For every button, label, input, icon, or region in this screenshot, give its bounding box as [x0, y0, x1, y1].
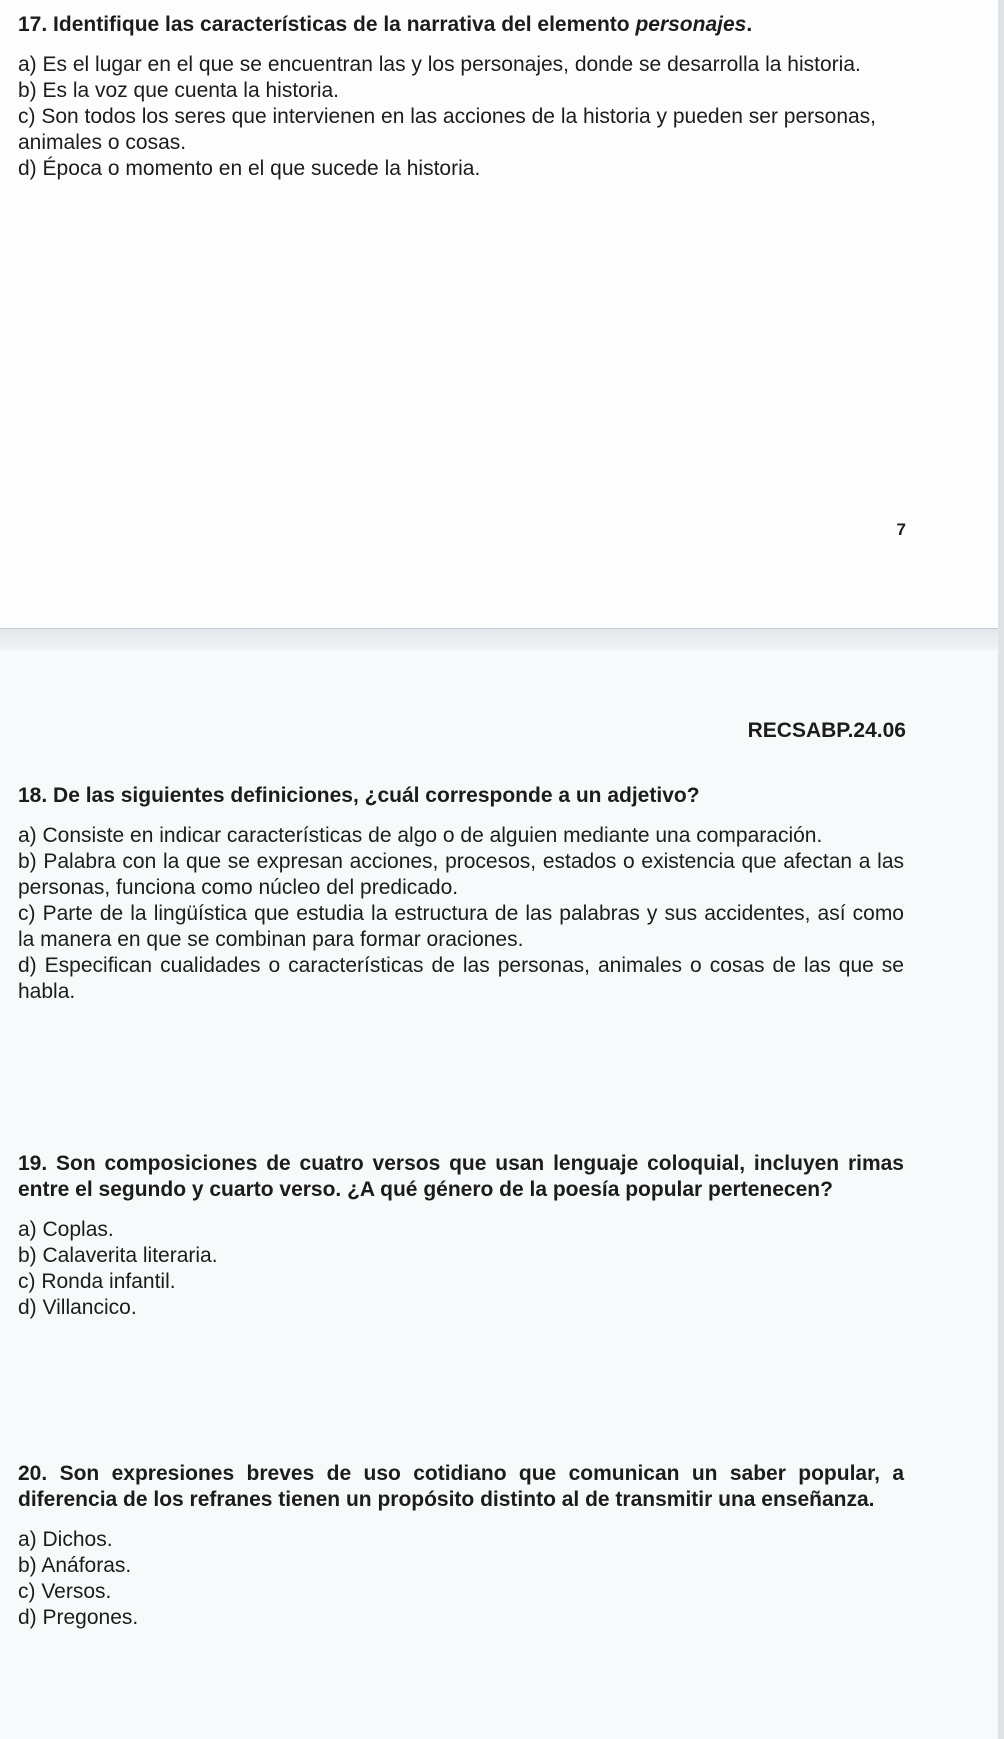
question-19-title: 19. Son composiciones de cuatro versos que usan lenguaje coloquial, incluyen rimas entre el segundo y cuarto verso. ¿A qué género de la poesía popular pertenecen?	[18, 1152, 904, 1201]
question-17-option-a: a) Es el lugar en el que se encuentran las y los personajes, donde se desarrolla la historia.	[18, 53, 861, 76]
page-separator	[0, 628, 1004, 651]
question-18-option-b: b) Palabra con la que se expresan acciones, procesos, estados o existencia que afectan a las personas, funciona como núcleo del predicado.	[18, 850, 904, 899]
question-18-option-c: c) Parte de la lingüística que estudia la estructura de las palabras y sus accidentes, así como la manera en que se combinan para formar oraciones.	[18, 902, 904, 951]
question-18-option-d: d) Especifican cualidades o características de las personas, animales o cosas de las que se habla.	[18, 954, 904, 1003]
question-17	[18, 12, 904, 182]
question-20-option-c: c) Versos.	[18, 1580, 112, 1603]
question-17-option-b: b) Es la voz que cuenta la historia.	[18, 79, 340, 102]
scan-edge	[998, 0, 1004, 1739]
question-17-title-emphasis: personajes	[635, 13, 747, 36]
question-19-option-d: d) Villancico.	[18, 1296, 137, 1319]
question-17-option-d: d) Época o momento en el que sucede la historia.	[18, 157, 481, 180]
question-19-option-c: c) Ronda infantil.	[18, 1270, 176, 1293]
question-20-option-d: d) Pregones.	[18, 1606, 139, 1629]
question-17-number: 17.	[18, 13, 48, 36]
question-19	[18, 1151, 904, 1321]
question-17-option-c: c) Son todos los seres que intervienen en las acciones de la historia y pueden ser personas, animales o cosas.	[18, 105, 877, 154]
question-20-option-a: a) Dichos.	[18, 1528, 113, 1551]
question-19-option-b: b) Calaverita literaria.	[18, 1244, 218, 1267]
question-20-title: 20. Son expresiones breves de uso cotidiano que comunican un saber popular, a diferencia de los refranes tienen un propósito distinto al de transmitir una enseñanza.	[18, 1462, 904, 1511]
question-20	[18, 1461, 904, 1631]
question-18-title: 18. De las siguientes definiciones, ¿cuál corresponde a un adjetivo?	[18, 784, 700, 807]
question-20-option-b: b) Anáforas.	[18, 1554, 132, 1577]
question-19-option-a: a) Coplas.	[18, 1218, 114, 1241]
question-17-title	[18, 12, 904, 38]
page-number: 7	[896, 520, 906, 539]
document-code: RECSABP.24.06	[747, 719, 906, 742]
question-18-option-a: a) Consiste en indicar características de algo o de alguien mediante una comparación.	[18, 824, 823, 847]
question-18	[18, 783, 904, 1005]
question-17-title-end: .	[746, 13, 753, 36]
question-17-title-text: Identifique las características de la narrativa del elemento	[47, 13, 636, 36]
